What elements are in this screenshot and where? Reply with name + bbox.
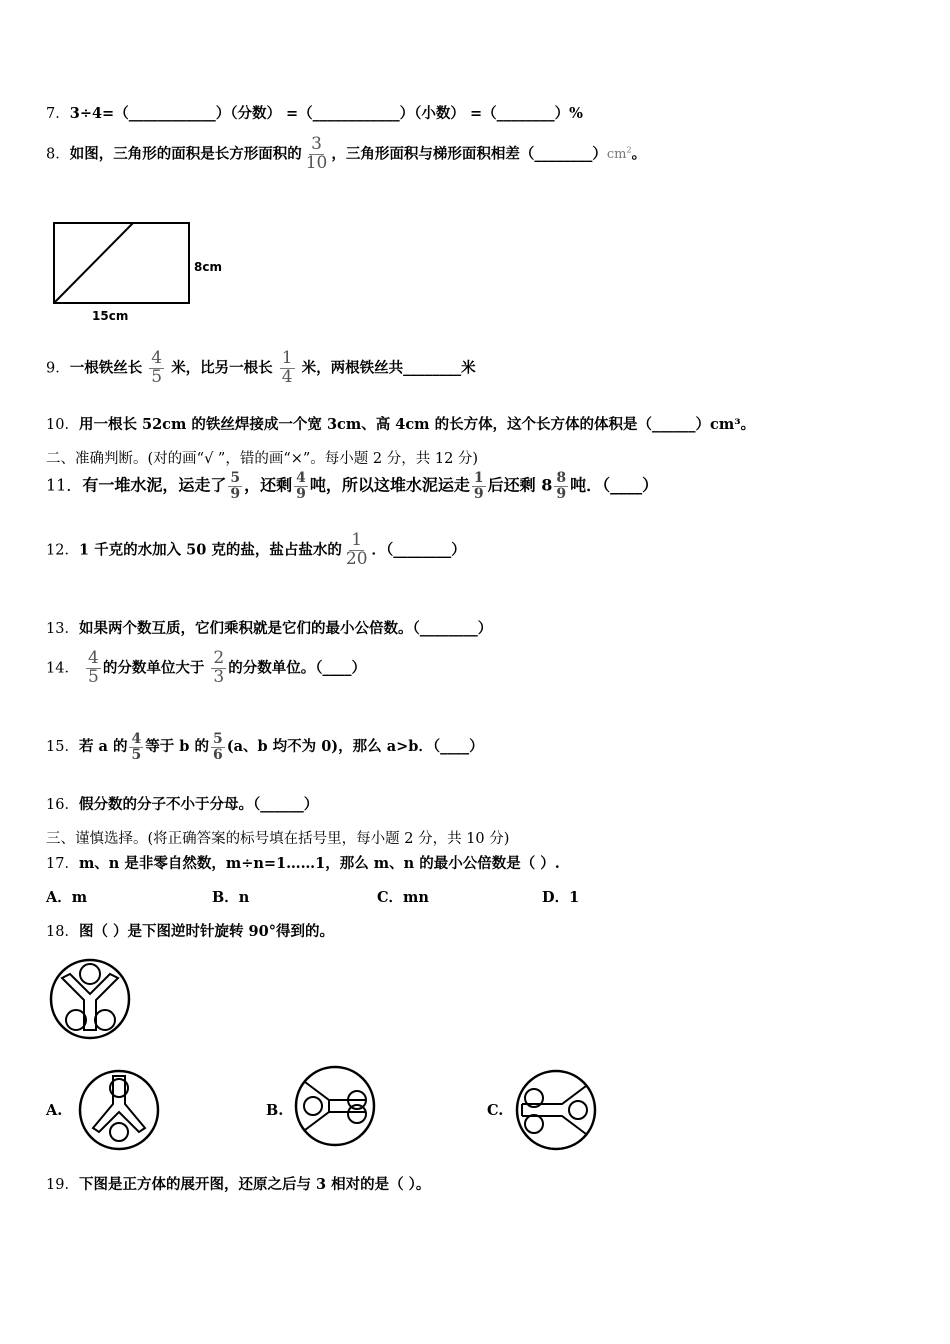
rectangle-figure	[46, 215, 246, 330]
question-text: 米，比另一根长	[171, 359, 273, 377]
fraction: $\frac{1}{20}$	[345, 530, 368, 569]
question-13: 13．如果两个数互质，它们乘积就是它们的最小公倍数。（________）	[46, 620, 493, 637]
option-b[interactable]: B.	[266, 1102, 284, 1119]
fraction: $\frac{3}{10}$	[305, 134, 328, 173]
question-number: 13．	[46, 621, 79, 637]
section-heading-3: 三、谨慎选择。(将正确答案的标号填在括号里，每小题 2 分，共 10 分)	[46, 831, 510, 847]
height-label: 8cm	[194, 260, 222, 274]
width-label: 15cm	[92, 309, 129, 323]
section-heading-2: 二、准确判断。(对的画“√ ”，错的画“×”。每小题 2 分，共 12 分)	[46, 451, 479, 467]
fraction: $\frac{4}{5}$	[151, 348, 163, 387]
question-number: 7．	[46, 106, 70, 122]
fraction: $\frac{5}{9}$	[230, 470, 241, 502]
unit: $cm^2$	[606, 146, 632, 163]
fraction: $\frac{4}{5}$	[88, 648, 99, 687]
fraction: $\frac{8}{9}$	[556, 470, 567, 502]
question-7	[46, 102, 583, 123]
question-text: 如图，三角形的面积是长方形面积的	[69, 145, 302, 163]
option-d[interactable]: D．1	[542, 889, 580, 906]
question-9	[46, 350, 476, 387]
original-figure	[48, 958, 134, 1042]
question-8: 8．如图，三角形的面积是长方形面积的 $\frac{3}{10}$ ，三角形面积与梯形面积相差$(\_\_\_\_\_\_\_\_)cm^2$。	[46, 134, 647, 173]
option-a-figure[interactable]	[77, 1068, 161, 1152]
question-number: 12．	[46, 542, 79, 559]
question-text: ，三角形面积与梯形面积相差（________）	[331, 145, 607, 163]
question-number: 11．	[46, 475, 83, 495]
question-text: 一根铁丝长	[69, 359, 143, 377]
question-text: 用一根长 52cm 的铁丝焊接成一个宽 3cm、高 4cm 的长方体，这个长方体的体积是（______）cm³。	[78, 416, 756, 433]
question-text: 3÷4=（____________）（分数） =（____________）（小数） =（________）%	[69, 105, 583, 122]
question-number: 14．	[46, 660, 79, 677]
option-c[interactable]: C.	[487, 1102, 504, 1119]
question-10	[46, 413, 755, 434]
fraction: $\frac{1}{9}$	[473, 470, 484, 502]
fraction: $\frac{5}{6}$	[212, 731, 223, 763]
option-c-figure[interactable]	[514, 1068, 598, 1152]
fraction: $\frac{2}{3}$	[213, 648, 225, 687]
question-19: 19．下图是正方体的展开图，还原之后与 3 相对的是（ ）。	[46, 1176, 431, 1193]
question-14: 14． $\frac{4}{5}$ 的分数单位大于 $\frac{2}{3}$ 的分数单位。（____）	[46, 648, 366, 687]
diagonal-line	[54, 223, 133, 303]
option-a[interactable]: A．m	[46, 889, 88, 906]
question-number: 16．	[46, 797, 79, 813]
question-number: 15．	[46, 739, 79, 756]
question-number: 17．	[46, 856, 79, 872]
question-11: 11．有一堆水泥，运走了 $\frac{5}{9}$ ，还剩 $\frac{4}{9}$ 吨，所以这堆水泥运走 $\frac{1}{9}$ 后还剩 8 $\frac{8}{9}$ 吨．（____）	[46, 470, 659, 502]
option-a[interactable]: A.	[46, 1102, 63, 1119]
question-number: 19．	[46, 1177, 79, 1193]
question-17: 17．m、n 是非零自然数，m÷n=1……1，那么 m、n 的最小公倍数是（ ）.	[46, 855, 560, 872]
option-b[interactable]: B．n	[212, 889, 250, 906]
fraction: $\frac{4}{9}$	[296, 470, 306, 502]
question-number: 9．	[46, 360, 70, 377]
question-number: 8．	[46, 146, 70, 163]
option-b-figure[interactable]	[293, 1064, 377, 1148]
question-12: 12．1 千克的水加入 50 克的盐，盐占盐水的 $\frac{1}{20}$ ．（________）	[46, 530, 466, 569]
question-16: 16．假分数的分子不小于分母。（______）	[46, 796, 319, 813]
question-number: 18．	[46, 924, 79, 940]
fraction: $\frac{4}{5}$	[131, 731, 142, 763]
question-18: 18．图（ ）是下图逆时针旋转 90°得到的。	[46, 923, 334, 940]
question-number: 10．	[46, 417, 79, 433]
option-c[interactable]: C．mn	[377, 889, 429, 906]
question-text: 米，两根铁丝共________米	[301, 359, 476, 377]
fraction: $\frac{1}{4}$	[281, 348, 293, 387]
question-15: 15．若 a 的 $\frac{4}{5}$ 等于 b 的 $\frac{5}{6}$ (a、b 均不为 0)，那么 a>b．（____）	[46, 731, 484, 763]
